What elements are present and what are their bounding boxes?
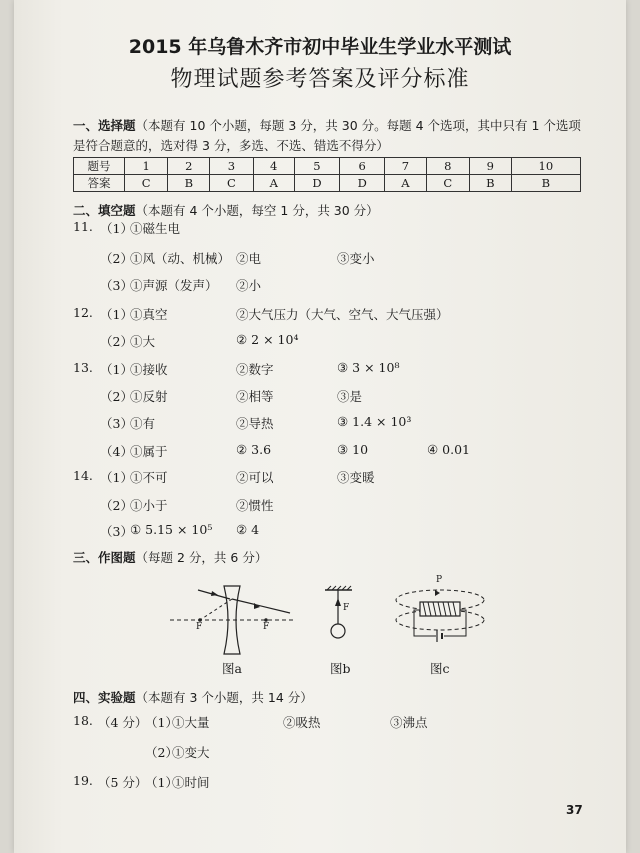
table-cell: C	[125, 175, 168, 192]
fill-answer-a: ①真空	[130, 307, 168, 322]
q18-part1: （1）	[145, 715, 178, 730]
q18-number: 18.	[73, 713, 93, 728]
section2-heading	[73, 201, 379, 219]
section2-title: 二、填空题	[73, 203, 136, 218]
table-row	[74, 175, 581, 192]
fill-answer-b: ②相等	[236, 389, 274, 404]
table-cell: 4	[253, 158, 294, 175]
q18-part1-answer-a: ①大量	[172, 715, 210, 730]
fill-answer-b: ② 2 × 10⁴	[236, 332, 299, 347]
figure-a-caption: 图a	[222, 661, 242, 676]
section1-title: 一、选择题	[73, 118, 136, 133]
fill-answer-part: （2）	[100, 334, 133, 349]
table-cell: 8	[426, 158, 469, 175]
table-cell: 7	[385, 158, 426, 175]
table-cell: C	[426, 175, 469, 192]
fill-answer-a: ①风（动、机械）	[130, 251, 231, 266]
fill-answer-part: （1）	[100, 470, 133, 485]
force-label: F	[343, 603, 350, 613]
section3-note: （每题 2 分，共 6 分）	[135, 550, 268, 565]
section2-note: （本题有 4 个小题，每空 1 分，共 30 分）	[135, 203, 379, 218]
fill-answer-part: （1）	[100, 307, 133, 322]
fill-answer-a: ①声源（发声）	[130, 278, 218, 293]
fill-answer-a: ①不可	[130, 470, 168, 485]
table-cell: 9	[469, 158, 511, 175]
fill-answer-part: （2）	[100, 389, 133, 404]
fill-answer-part: （3）	[100, 524, 133, 539]
field-arrow	[435, 590, 440, 596]
fill-answer-c: ③变小	[337, 251, 375, 266]
fill-answer-num: 12.	[73, 305, 93, 320]
fill-answer-b: ②可以	[236, 470, 274, 485]
table-cell: A	[385, 175, 426, 192]
fill-answer-d: ④ 0.01	[427, 442, 471, 457]
section1-heading	[73, 116, 581, 134]
table-cell: D	[294, 175, 339, 192]
fill-answer-b: ②小	[236, 278, 262, 293]
fill-answer-num: 14.	[73, 468, 93, 483]
fill-answer-a: ① 5.15 × 10⁵	[130, 522, 213, 537]
table-cell: 6	[340, 158, 385, 175]
fill-answer-b: ②导热	[236, 416, 274, 431]
q19-number: 19.	[73, 773, 93, 788]
page-subtitle: 物理试题参考答案及评分标准	[170, 67, 470, 92]
table-cell: A	[253, 175, 294, 192]
focus-label-left: F	[196, 622, 203, 632]
page-number: 37	[566, 803, 583, 817]
fill-answer-a: ①磁生电	[130, 221, 181, 236]
q18-part1-answer-c: ③沸点	[390, 715, 428, 730]
ball	[331, 624, 345, 638]
page-title: 2015 年乌鲁木齐市初中毕业生学业水平测试	[128, 36, 512, 58]
figure-a-lens-diagram	[160, 580, 300, 650]
section4-note: （本题有 3 个小题，共 14 分）	[135, 690, 313, 705]
section3-title: 三、作图题	[73, 550, 136, 565]
section4-title: 四、实验题	[73, 690, 136, 705]
fill-answer-part: （4）	[100, 444, 133, 459]
table-cell: B	[469, 175, 511, 192]
fill-answer-c: ③ 3 × 10⁸	[337, 360, 400, 375]
table-row-label: 题号	[74, 158, 125, 175]
fill-answer-b: ② 3.6	[236, 442, 272, 457]
answer-table	[73, 157, 581, 192]
section1-note-2	[73, 136, 389, 154]
figure-b-pendulum-diagram	[320, 586, 360, 646]
fill-answer-part: （2）	[100, 251, 133, 266]
section4-heading	[73, 688, 313, 706]
q19-part1-answer-a: ①时间	[172, 775, 210, 790]
fill-answer-a: ①小于	[130, 498, 168, 513]
fill-answer-part: （2）	[100, 498, 133, 513]
table-cell: 1	[125, 158, 168, 175]
fill-answer-c: ③ 1.4 × 10³	[337, 414, 412, 429]
q18-part1-answer-b: ②吸热	[283, 715, 321, 730]
figure-c-caption: 图c	[430, 661, 450, 676]
table-cell: B	[168, 175, 210, 192]
table-cell: 2	[168, 158, 210, 175]
fill-answer-part: （3）	[100, 278, 133, 293]
fill-answer-a: ①大	[130, 334, 156, 349]
fill-answer-a: ①属于	[130, 444, 168, 459]
fill-answer-b: ②惯性	[236, 498, 274, 513]
fill-answer-b: ②电	[236, 251, 262, 266]
table-row-label: 答案	[74, 175, 125, 192]
refracted-ray	[232, 599, 290, 613]
focus-label-right: F	[263, 622, 270, 632]
table-cell: 5	[294, 158, 339, 175]
fill-answer-num: 13.	[73, 360, 93, 375]
fill-answer-b: ② 4	[236, 522, 260, 537]
point-label: P	[436, 575, 443, 585]
fill-answer-part: （1）	[100, 221, 133, 236]
fill-answer-c: ③变暖	[337, 470, 375, 485]
section3-heading	[73, 548, 267, 566]
q18-part2: （2）	[145, 745, 178, 760]
table-cell: B	[511, 175, 580, 192]
table-cell: D	[340, 175, 385, 192]
section1-note-line2: 是符合题意的，选对得 3 分，多选、不选、错选不得分）	[73, 138, 389, 153]
figure-b-caption: 图b	[330, 661, 351, 676]
q18-score: （4 分）	[98, 715, 148, 730]
fill-answer-c: ③是	[337, 389, 363, 404]
fill-answer-part: （3）	[100, 416, 133, 431]
table-row	[74, 158, 581, 175]
fill-answer-b: ②大气压力（大气、空气、大气压强）	[236, 307, 449, 322]
table-cell: 10	[511, 158, 580, 175]
fill-answer-part: （1）	[100, 362, 133, 377]
q18-part2-answer-a: ①变大	[172, 745, 210, 760]
fill-answer-a: ①有	[130, 416, 156, 431]
fill-answer-a: ①反射	[130, 389, 168, 404]
fill-answer-a: ①接收	[130, 362, 168, 377]
table-cell: C	[210, 175, 253, 192]
fill-answer-num: 11.	[73, 219, 93, 234]
fill-answer-c: ③ 10	[337, 442, 369, 457]
table-cell: 3	[210, 158, 253, 175]
q19-part1: （1）	[145, 775, 178, 790]
fill-answer-b: ②数字	[236, 362, 274, 377]
force-arrow	[335, 598, 341, 606]
section1-note: （本题有 10 个小题，每题 3 分，共 30 分。每题 4 个选项，其中只有 1 个选项	[135, 118, 581, 133]
figure-c-solenoid-diagram	[392, 580, 492, 650]
q19-score: （5 分）	[98, 775, 148, 790]
